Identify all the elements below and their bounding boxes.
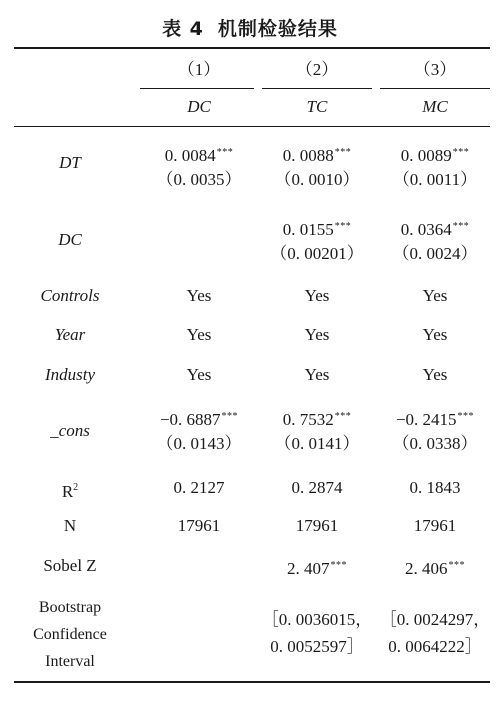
sobel-3: 2. 406*** bbox=[405, 559, 465, 578]
cons-coef-3: −0. 2415*** bbox=[395, 410, 475, 429]
controls-2: Yes bbox=[304, 286, 330, 305]
dt-se-1: （0. 0035） bbox=[156, 170, 242, 189]
bottom-rule bbox=[14, 681, 490, 683]
top-rule bbox=[14, 47, 490, 49]
row-label-bootstrap: Bootstrap Confidence Interval bbox=[33, 599, 107, 670]
col-number-2: （2） bbox=[295, 60, 339, 79]
industry-1: Yes bbox=[186, 365, 212, 384]
col-number-1: （1） bbox=[177, 60, 221, 79]
controls-3: Yes bbox=[422, 286, 448, 305]
significance-stars: *** bbox=[334, 221, 352, 232]
significance-stars: *** bbox=[448, 560, 465, 571]
bootstrap-ci-2-lower: ［0. 0036015， bbox=[261, 610, 373, 629]
col-name-1: DC bbox=[187, 97, 211, 116]
header-rule bbox=[14, 126, 490, 127]
dt-se-2: （0. 0010） bbox=[274, 170, 360, 189]
cons-se-3: （0. 0338） bbox=[392, 434, 478, 453]
dc-se-3: （0. 0024） bbox=[392, 244, 478, 263]
significance-stars: *** bbox=[334, 411, 352, 422]
significance-stars: *** bbox=[457, 411, 475, 422]
significance-stars: *** bbox=[330, 560, 347, 571]
row-label-r2: $R^2$ bbox=[61, 482, 79, 501]
row-label-industry: Industy bbox=[44, 365, 96, 384]
dt-coef-1: 0. 0084*** bbox=[164, 146, 234, 165]
dc-coef-3: 0. 0364*** bbox=[400, 220, 470, 239]
table-title bbox=[0, 14, 500, 41]
column-group-rule-2 bbox=[262, 88, 372, 89]
cons-coef-1: −0. 6887*** bbox=[159, 410, 239, 429]
r2-1: 0. 2127 bbox=[173, 478, 225, 497]
significance-stars: *** bbox=[221, 411, 239, 422]
significance-stars: *** bbox=[334, 147, 352, 158]
industry-2: Yes bbox=[304, 365, 330, 384]
col-number-3: （3） bbox=[413, 60, 457, 79]
bootstrap-ci-3-lower: ［0. 0024297， bbox=[379, 610, 491, 629]
industry-3: Yes bbox=[422, 365, 448, 384]
dt-coef-3: 0. 0089*** bbox=[400, 146, 470, 165]
row-label-year: Year bbox=[54, 325, 86, 344]
col-name-3: MC bbox=[422, 97, 448, 116]
r2-2: 0. 2874 bbox=[291, 478, 343, 497]
cons-se-2: （0. 0141） bbox=[274, 434, 360, 453]
row-label-dt: DT bbox=[59, 153, 81, 172]
n-1: 17961 bbox=[177, 516, 221, 535]
significance-stars: *** bbox=[216, 147, 234, 158]
row-label-n: N bbox=[63, 516, 77, 535]
dc-se-2: （0. 00201） bbox=[270, 244, 364, 263]
cons-coef-2: 0. 7532*** bbox=[282, 410, 352, 429]
year-1: Yes bbox=[186, 325, 212, 344]
n-2: 17961 bbox=[295, 516, 339, 535]
row-label-controls: Controls bbox=[40, 286, 100, 305]
r2-3: 0. 1843 bbox=[409, 478, 461, 497]
row-label-cons: _cons bbox=[50, 421, 90, 440]
dc-coef-2: 0. 0155*** bbox=[282, 220, 352, 239]
controls-1: Yes bbox=[186, 286, 212, 305]
col-name-2: TC bbox=[306, 97, 328, 116]
significance-stars: *** bbox=[452, 221, 470, 232]
year-2: Yes bbox=[304, 325, 330, 344]
column-group-rule-3 bbox=[380, 88, 490, 89]
bootstrap-ci-2-upper: 0. 0052597］ bbox=[270, 637, 364, 656]
column-group-rule-1 bbox=[140, 88, 254, 89]
table-number: 表 4 bbox=[162, 18, 204, 40]
table-caption: 机制检验结果 bbox=[217, 18, 338, 40]
row-label-sobel: Sobel Z bbox=[43, 556, 97, 575]
n-3: 17961 bbox=[413, 516, 457, 535]
cons-se-1: （0. 0143） bbox=[156, 434, 242, 453]
row-label-dc: DC bbox=[58, 230, 82, 249]
dt-coef-2: 0. 0088*** bbox=[282, 146, 352, 165]
bootstrap-ci-3-upper: 0. 0064222］ bbox=[388, 637, 482, 656]
year-3: Yes bbox=[422, 325, 448, 344]
significance-stars: *** bbox=[452, 147, 470, 158]
dt-se-3: （0. 0011） bbox=[392, 170, 478, 189]
sobel-2: 2. 407*** bbox=[287, 559, 347, 578]
